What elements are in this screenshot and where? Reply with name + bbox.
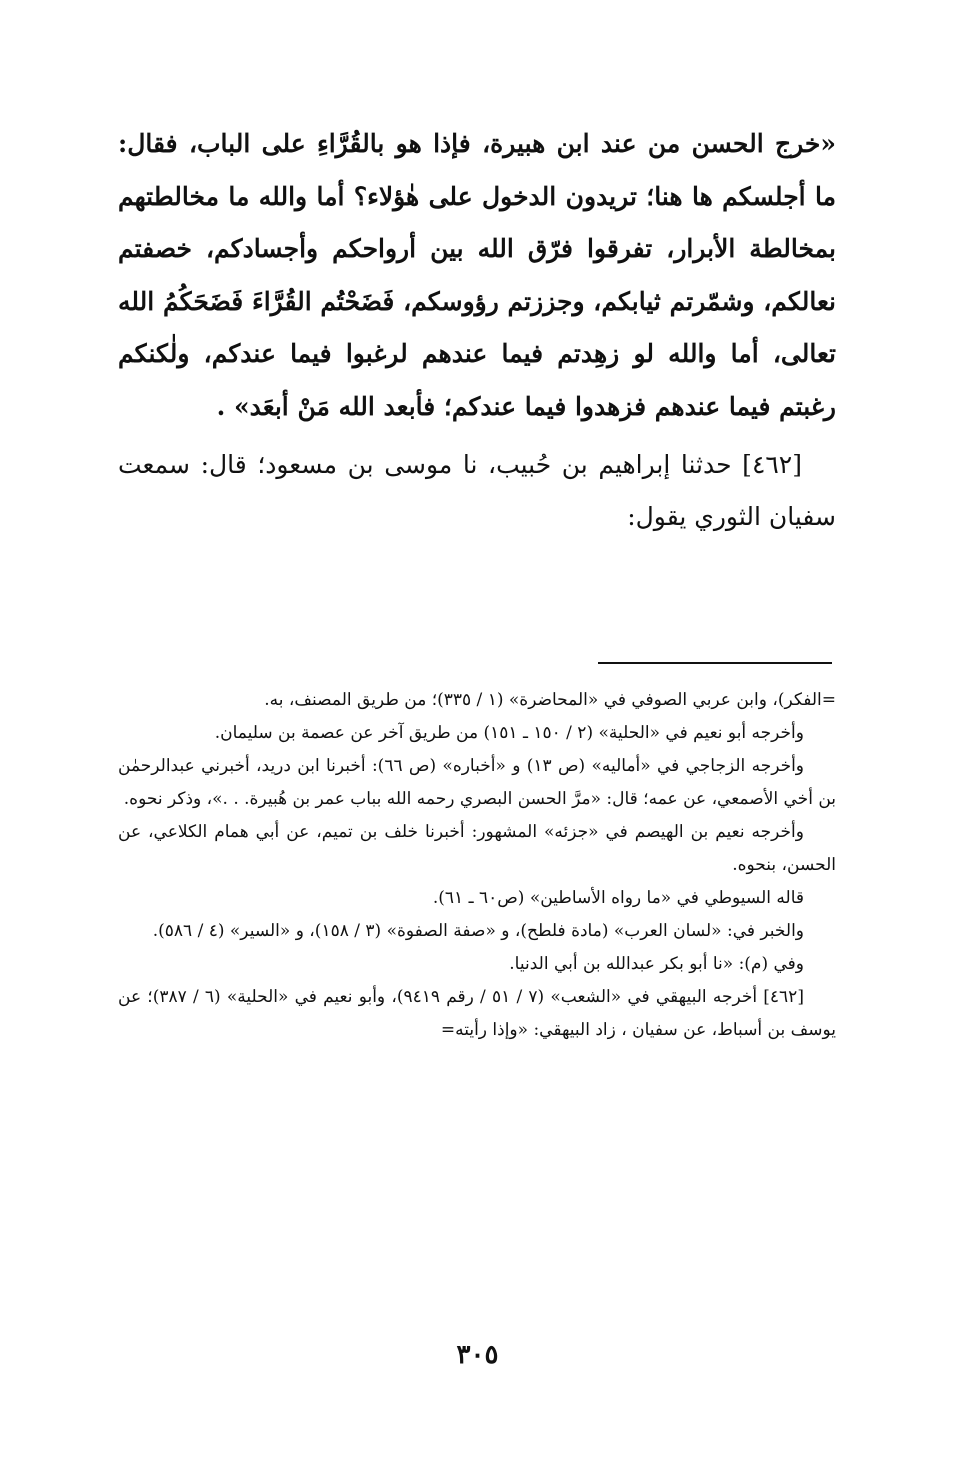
page-number: ٣٠٥ <box>456 1340 499 1370</box>
main-text <box>118 118 836 543</box>
footnote-line: [٤٦٢] أخرجه البيهقي في «الشعب» (٧ / ٥١ / رقم ٩٤١٩)، وأبو نعيم في «الحلية» (٦ / ٣٨٧)؛ عن يوسف بن أسباط، عن سفيان ، زاد البيهقي: «وإذا رأيته= <box>118 987 836 1040</box>
footnote-line: وأخرجه الزجاجي في «أماليه» (ص ١٣) و «أخباره» (ص ٦٦): أخبرنا ابن دريد، أخبرني عبدالرحمٰن بن أخي الأصمعي، عن عمه؛ قال: «مرَّ الحسن البصري رحمه الله بباب عمر بن هُبيرة. . .»، وذكر نحوه. <box>118 756 836 809</box>
footnote-line: والخبر في: «لسان العرب» (مادة فلطح)، و «صفة الصفوة» (٣ / ١٥٨)، و «السير» (٤ / ٥٨٦). <box>152 921 804 941</box>
footnotes <box>118 684 836 1047</box>
footnote-line: قاله السيوطي في «ما رواه الأساطين» (ص٦٠ ـ ٦١). <box>432 888 804 908</box>
main-paragraph: «خرج الحسن من عند ابن هبيرة، فإذا هو بالقُرَّاءِ على الباب، فقال: ما أجلسكم ها هنا؛ تريدون الدخول على هٰؤلاء؟ أما والله ما مخالطتهم بمخالطة الأبرار، تفرقوا فرّق الله بين أرواحكم وأجسادكم، خصفتم نعالكم، وشمّرتم ثيابكم، وجززتم رؤوسكم، فَضَحْتُم القُرَّاءَ فَضَحَكُمُ الله تعالى، أما والله لو زهِدتم فيما عندهم لرغبوا فيما عندكم، ولٰكنكم رغبتم فيما عندهم فزهدوا فيما عندكم؛ فأبعد الله مَنْ أبعَد» . <box>118 129 836 421</box>
footnote-line: وأخرجه أبو نعيم في «الحلية» (٢ / ١٥٠ ـ ١٥١) من طريق آخر عن عصمة بن سليمان. <box>214 723 804 743</box>
footnote-separator <box>598 662 832 664</box>
footnote-line: وفي (م): «نا أبو بكر عبدالله بن أبي الدنيا. <box>509 954 804 974</box>
hadith-paragraph: [٤٦٢] حدثنا إبراهيم بن حُبيب، نا موسى بن مسعود؛ قال: سمعت سفيان الثوري يقول: <box>118 450 836 531</box>
footnote-line: =الفكر)، وابن عربي الصوفي في «المحاضرة» (١ / ٣٣٥)؛ من طريق المصنف، به. <box>264 690 836 710</box>
footnote-line: وأخرجه نعيم بن الهيصم في «جزئه» المشهور: أخبرنا خلف بن تميم، عن أبي همام الكلاعي، عن الحسن، بنحوه. <box>118 822 836 875</box>
